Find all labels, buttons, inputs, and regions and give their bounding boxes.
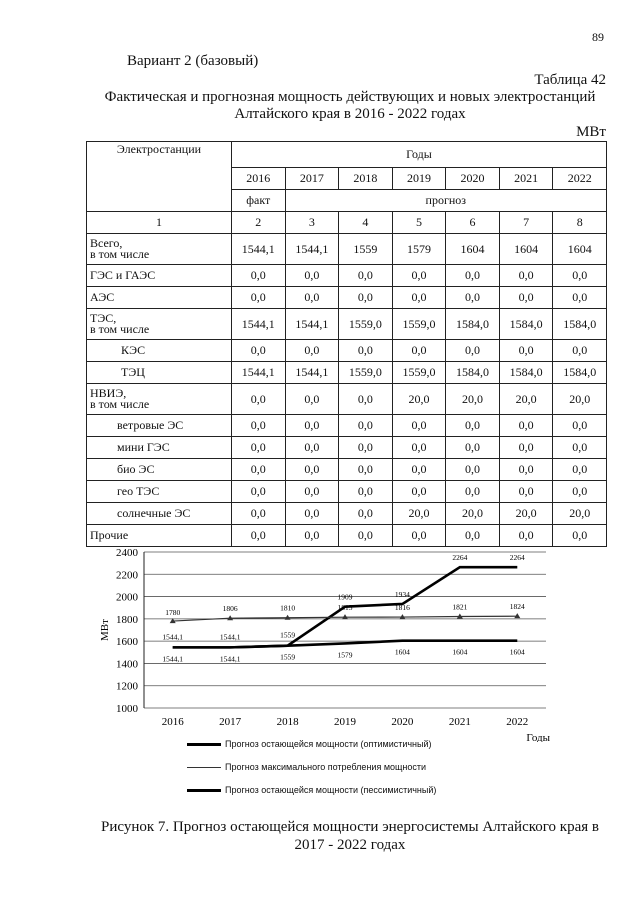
value-cell: 20,0 [392,503,446,525]
value-cell: 0,0 [499,459,553,481]
y-axis-title: МВт [99,619,111,641]
row-name [87,503,232,525]
value-cell: 0,0 [553,340,607,362]
value-cell: 0,0 [553,287,607,309]
x-axis-title: Годы [526,732,550,742]
value-cell: 0,0 [392,525,446,547]
data-label: 1909 [337,592,353,602]
value-cell: 0,0 [446,525,500,547]
table-title-line-1: Фактическая и прогнозная мощность действующих и новых электростанций [104,89,596,105]
data-label: 1544,1 [219,654,241,664]
y-tick-label: 1800 [116,613,138,626]
year-cell: 2022 [553,168,607,190]
x-tick-label: 2022 [506,716,529,728]
value-cell: 0,0 [339,525,393,547]
value-cell: 0,0 [392,459,446,481]
row-name-line-2: в том числе [90,322,150,336]
value-cell: 20,0 [553,503,607,525]
value-cell: 20,0 [392,384,446,415]
year-cell: 2020 [446,168,500,190]
value-cell: 0,0 [339,340,393,362]
year-cell: 2016 [232,168,286,190]
data-label: 1559 [280,630,296,640]
value-cell: 0,0 [553,265,607,287]
legend-item-pessimistic [187,785,436,795]
year-cell: 2018 [339,168,393,190]
row-name-line-1: солнечные ЭС [117,506,191,520]
y-tick-label: 2400 [116,547,138,559]
row-name [87,234,232,265]
value-cell: 1544,1 [285,234,339,265]
legend-label-max-consumption: Прогноз максимального потребления мощности [225,762,427,772]
value-cell: 0,0 [392,481,446,503]
value-cell: 20,0 [499,503,553,525]
header-years: Годы [232,142,607,168]
year-cell: 2019 [392,168,446,190]
table-row [87,340,607,362]
value-cell: 0,0 [446,437,500,459]
row-name [87,287,232,309]
series-line-2 [173,641,518,648]
value-cell: 0,0 [232,287,286,309]
value-cell: 0,0 [553,481,607,503]
legend-item-optimistic [187,739,432,749]
table-row [87,287,607,309]
value-cell: 0,0 [392,287,446,309]
value-cell: 1584,0 [446,362,500,384]
x-tick-label: 2020 [391,716,414,728]
data-label: 1806 [222,604,238,614]
value-cell: 0,0 [285,265,339,287]
value-cell: 0,0 [232,459,286,481]
value-cell: 0,0 [285,384,339,415]
x-tick-label: 2021 [448,716,471,728]
table-body [87,234,607,547]
value-cell: 0,0 [446,459,500,481]
value-cell: 0,0 [392,340,446,362]
forecast-label: прогноз [285,190,606,212]
data-label: 1821 [452,602,468,612]
table-header-row [87,142,607,168]
value-cell: 1544,1 [285,362,339,384]
value-cell: 1584,0 [499,309,553,340]
index-cell: 8 [553,212,607,234]
index-cell: 4 [339,212,393,234]
table-row [87,309,607,340]
data-label: 1604 [394,647,410,657]
value-cell: 0,0 [499,287,553,309]
value-cell: 1544,1 [285,309,339,340]
value-cell: 1584,0 [499,362,553,384]
table-row [87,481,607,503]
table-row [87,265,607,287]
year-cell: 2017 [285,168,339,190]
value-cell: 1604 [499,234,553,265]
value-cell: 0,0 [285,503,339,525]
value-cell: 1544,1 [232,362,286,384]
value-cell: 0,0 [232,340,286,362]
x-tick-label: 2018 [276,716,299,728]
legend-label-optimistic: Прогноз остающейся мощности (оптимистичный) [225,739,432,749]
value-cell: 1584,0 [553,309,607,340]
value-cell: 1559,0 [392,309,446,340]
table-row [87,362,607,384]
table-row [87,459,607,481]
x-tick-label: 2016 [161,716,184,728]
value-cell: 0,0 [232,503,286,525]
value-cell: 0,0 [499,437,553,459]
row-name-line-2: в том числе [90,397,150,411]
value-cell: 0,0 [232,415,286,437]
data-label: 1604 [452,647,468,657]
table-title-line-2: Алтайского края в 2016 - 2022 годах [234,106,466,122]
value-cell: 0,0 [392,415,446,437]
data-label: 1544,1 [162,632,184,642]
value-cell: 0,0 [499,340,553,362]
value-cell: 0,0 [499,525,553,547]
value-cell: 1604 [446,234,500,265]
value-cell: 0,0 [285,415,339,437]
value-cell: 20,0 [446,384,500,415]
year-cell: 2021 [499,168,553,190]
page-number: 89 [592,30,604,44]
data-label: 2264 [452,553,468,563]
data-label: 2264 [509,553,525,563]
figure-caption-line-1: Рисунок 7. Прогноз остающейся мощности энергосистемы Алтайского края в [101,819,599,835]
value-cell: 0,0 [285,437,339,459]
value-cell: 0,0 [392,437,446,459]
value-cell: 0,0 [232,525,286,547]
value-cell: 1544,1 [232,234,286,265]
value-cell: 0,0 [392,265,446,287]
value-cell: 0,0 [339,384,393,415]
value-cell: 1559,0 [392,362,446,384]
figure-caption-line-2: 2017 - 2022 годах [294,837,406,853]
table-row [87,503,607,525]
value-cell: 0,0 [285,525,339,547]
value-cell: 0,0 [339,415,393,437]
data-label: 1544,1 [219,632,241,642]
row-name-line-1: ТЭЦ [121,365,145,379]
value-cell: 0,0 [285,340,339,362]
value-cell: 0,0 [553,459,607,481]
value-cell: 0,0 [339,265,393,287]
index-row [87,212,607,234]
row-name [87,384,232,415]
header-stations: Электростанции [87,142,232,212]
table-row [87,437,607,459]
value-cell: 0,0 [339,287,393,309]
row-name-line-1: Прочие [90,528,129,542]
row-name-line-1: мини ГЭС [117,440,170,454]
value-cell: 0,0 [446,265,500,287]
row-name-line-1: НВИЭ, [90,386,127,400]
data-label: 1579 [337,650,353,660]
value-cell: 0,0 [339,481,393,503]
legend-swatch-max-consumption [187,767,221,768]
data-label: 1824 [509,602,525,612]
table-title [60,89,640,123]
value-cell: 0,0 [499,415,553,437]
value-cell: 0,0 [285,459,339,481]
value-cell: 1584,0 [446,309,500,340]
index-cell: 7 [499,212,553,234]
legend-swatch-optimistic [187,743,221,746]
y-tick-label: 2200 [116,569,138,582]
value-cell: 0,0 [446,481,500,503]
y-tick-label: 1400 [116,658,138,671]
value-cell: 0,0 [499,481,553,503]
value-cell: 0,0 [285,481,339,503]
value-cell: 1559,0 [339,362,393,384]
data-label: 1816 [394,603,410,613]
index-cell: 1 [87,212,232,234]
row-name [87,415,232,437]
row-name [87,265,232,287]
value-cell: 0,0 [339,437,393,459]
legend-item-max-consumption [187,762,426,772]
index-cell: 3 [285,212,339,234]
data-label: 1934 [394,589,410,599]
table-row [87,234,607,265]
y-tick-label: 1600 [116,636,138,649]
x-tick-label: 2017 [219,716,242,728]
value-cell: 0,0 [232,384,286,415]
y-tick-label: 2000 [116,591,138,604]
row-name [87,362,232,384]
data-label: 1810 [280,603,296,613]
value-cell: 0,0 [232,481,286,503]
row-name-line-1: ТЭС, [90,311,117,325]
value-cell: 20,0 [446,503,500,525]
y-tick-label: 1200 [116,680,138,693]
table-number: Таблица 42 [534,72,606,88]
row-name [87,459,232,481]
legend-label-pessimistic: Прогноз остающейся мощности (пессимистичный) [225,785,437,795]
data-label: 1780 [165,608,181,618]
table-row [87,415,607,437]
value-cell: 0,0 [553,415,607,437]
value-cell: 1584,0 [553,362,607,384]
value-cell: 0,0 [285,287,339,309]
row-name-line-1: био ЭС [117,462,155,476]
data-label: 1815 [337,603,353,613]
data-label: 1544,1 [162,654,184,664]
value-cell: 0,0 [446,287,500,309]
data-label: 1604 [509,647,525,657]
value-cell: 0,0 [446,415,500,437]
row-name-line-1: АЭС [90,290,115,304]
unit-label: МВт [576,124,606,140]
value-cell: 1544,1 [232,309,286,340]
value-cell: 0,0 [339,503,393,525]
row-name-line-1: гео ТЭС [117,484,160,498]
row-name-line-1: КЭС [121,343,146,357]
data-label: 1559 [280,652,296,662]
row-name-line-1: ветровые ЭС [117,418,184,432]
value-cell: 20,0 [499,384,553,415]
variant-title: Вариант 2 (базовый) [127,53,259,69]
value-cell: 1559,0 [339,309,393,340]
index-cell: 5 [392,212,446,234]
value-cell: 20,0 [553,384,607,415]
value-cell: 1579 [392,234,446,265]
row-name-line-1: Всего, [90,236,123,250]
x-tick-label: 2019 [334,716,356,728]
figure-caption [70,818,630,854]
value-cell: 0,0 [339,459,393,481]
value-cell: 0,0 [232,265,286,287]
row-name [87,309,232,340]
row-name [87,340,232,362]
table-row [87,384,607,415]
capacity-table [86,141,607,547]
legend-swatch-pessimistic [187,789,221,792]
value-cell: 0,0 [499,265,553,287]
row-name-line-2: в том числе [90,247,150,261]
row-name-line-1: ГЭС и ГАЭС [90,268,156,282]
value-cell: 0,0 [232,437,286,459]
value-cell: 0,0 [446,340,500,362]
forecast-chart [94,542,564,742]
value-cell: 1559 [339,234,393,265]
index-cell: 2 [232,212,286,234]
value-cell: 1604 [553,234,607,265]
index-cell: 6 [446,212,500,234]
value-cell: 0,0 [553,525,607,547]
fact-label: факт [232,190,286,212]
value-cell: 0,0 [553,437,607,459]
row-name [87,437,232,459]
y-tick-label: 1000 [116,703,138,715]
row-name [87,481,232,503]
